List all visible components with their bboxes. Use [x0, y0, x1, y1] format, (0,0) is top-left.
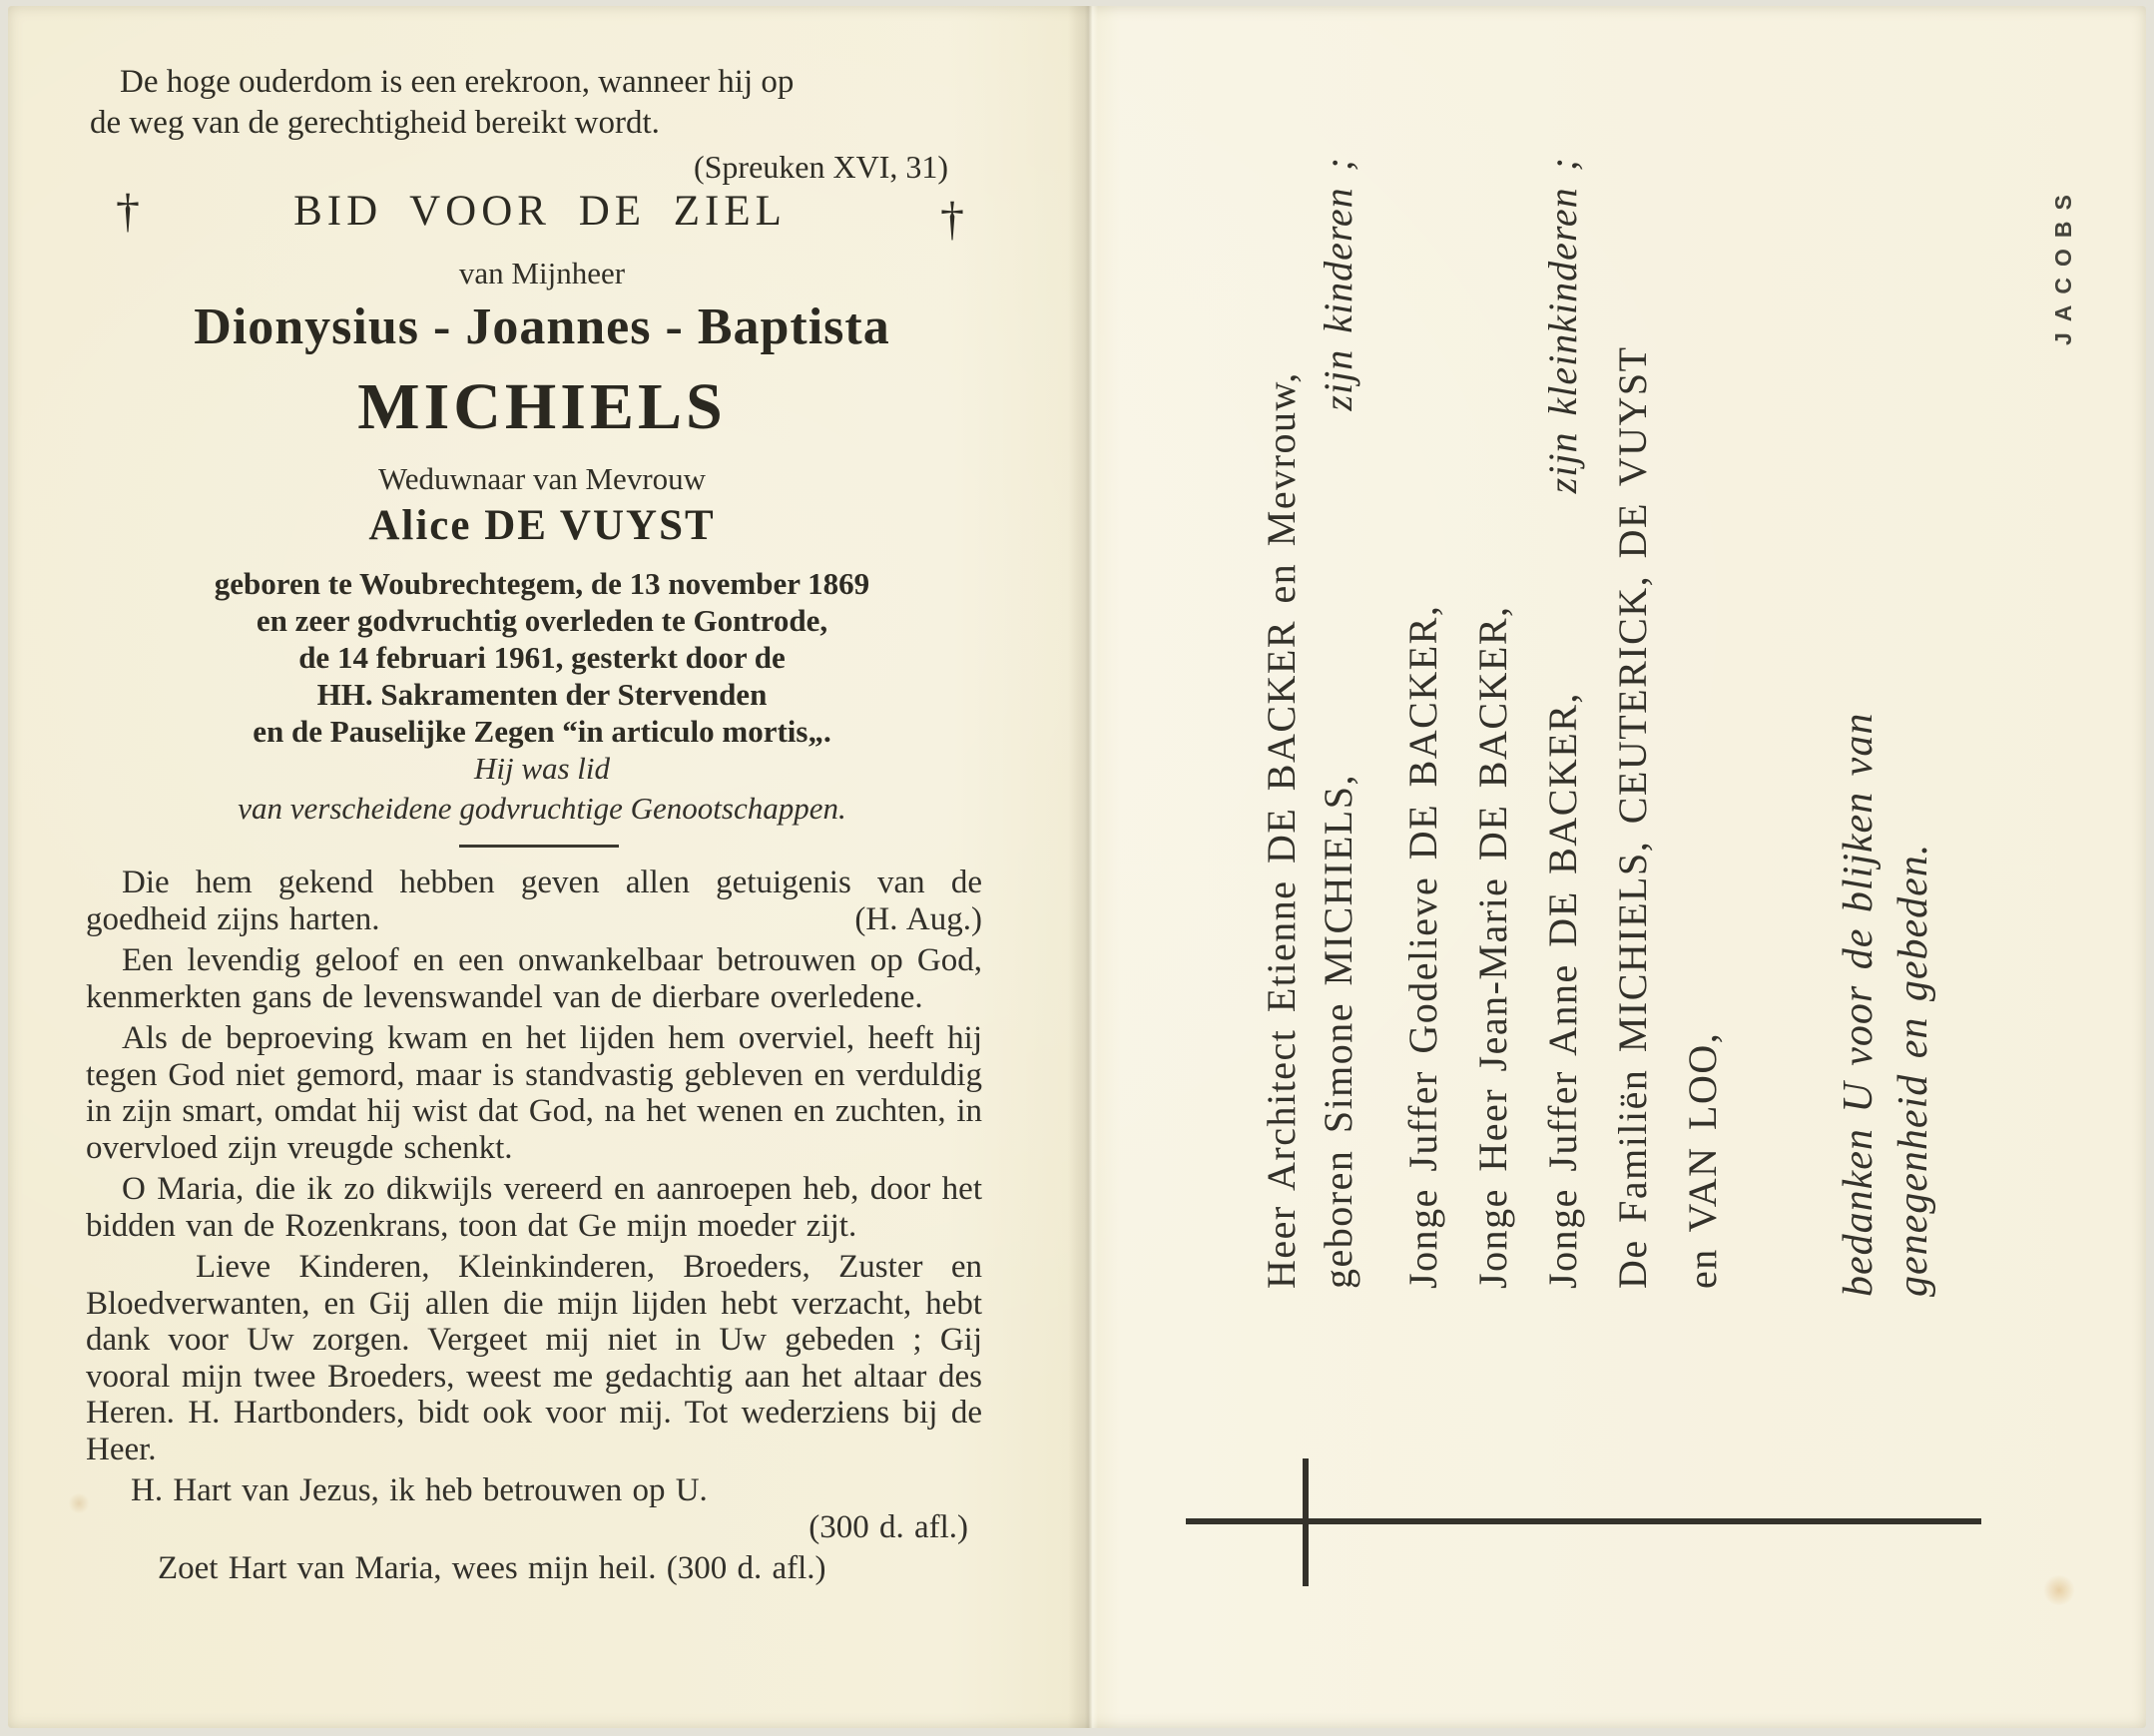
family-line: Jonge Heer Jean-Marie DE BACKER,	[1470, 605, 1515, 1289]
relation-note: zijn kinderen ;	[1316, 157, 1360, 411]
right-page-rotated-text	[1090, 6, 2146, 1728]
latin-cross-icon: †	[940, 193, 964, 246]
paragraph: Zoet Hart van Maria, wees mijn heil. (300 d. afl.)	[158, 1550, 826, 1586]
prayer-card	[8, 6, 2146, 1728]
prayer-text	[86, 865, 982, 1592]
bio-line: HH. Sakramenten der Stervenden	[316, 677, 768, 712]
registration-mark-vertical	[1303, 1458, 1309, 1586]
quote-source: (Spreuken XVI, 31)	[693, 149, 948, 185]
thanks-line-2: genegenheid en gebeden.	[1890, 843, 1936, 1297]
printer-mark: JACOBS	[2050, 184, 2076, 345]
paragraph	[86, 865, 982, 937]
bio-line: en de Pauselijke Zegen “in articulo mortis„.	[253, 714, 831, 749]
bio-line: en zeer godvruchtig overleden te Gontrode,	[256, 603, 828, 638]
page-title: BID VOOR DE ZIEL	[293, 188, 787, 235]
family-line: en VAN LOO,	[1680, 1031, 1725, 1289]
paragraph-text: Die hem gekend hebben geven allen getuigenis van de goedheid zijns harten.	[86, 865, 982, 937]
thanks-line-1: bedanken U voor de blijken van	[1836, 712, 1882, 1297]
paragraph: Een levendig geloof en een onwankelbaar betrouwen op God, kenmerkten gans de levenswandel van de dierbare overledene.	[86, 942, 982, 1015]
widower-line: Weduwnaar van Mevrouw	[377, 461, 707, 496]
spouse-name: Alice DE VUYST	[368, 502, 716, 549]
membership-note	[48, 749, 1036, 829]
family-line-text: geboren Simone MICHIELS,	[1316, 774, 1360, 1289]
bio-line: de 14 februari 1961, gesterkt door de	[298, 640, 786, 675]
membership-line-1: Hij was lid	[473, 751, 611, 786]
paragraph-source: (H. Aug.)	[854, 900, 982, 937]
family-line: Heer Architect Etienne DE BACKER en Mevrouw,	[1259, 371, 1304, 1289]
paragraph: Lieve Kinderen, Kleinkinderen, Broeders, Zuster en Bloedverwanten, en Gij allen die mijn lijden hebt verzacht, hebt dank voor Uw zorgen. Vergeet mij niet in Uw gebeden ; Gij vooral mijn twee Broeders, weest me gedachtig aan het altaar des Heren. H. Hartbonders, bidt ook voor mij. Tot wederziens bij de Heer.	[86, 1249, 982, 1467]
paragraph: Als de beproeving kwam en het lijden hem overviel, heeft hij tegen God niet gemord, maar is standvastig gebleven en verduldig in zijn smart, omdat hij wist dat God, na het wenen en zuchten, in overvloed zijn vreugde schenkt.	[86, 1020, 982, 1166]
indulgence-note: (300 d. afl.)	[808, 1508, 968, 1545]
quote-line-1: De hoge ouderdom is een erekroon, wanneer hij op	[120, 64, 795, 100]
salutation: van Mijnheer	[458, 256, 626, 290]
biography-block	[48, 565, 1036, 750]
family-line: De Familiën MICHIELS, CEUTERICK, DE VUYST	[1610, 345, 1655, 1289]
given-names: Dionysius - Joannes - Baptista	[194, 298, 890, 355]
family-line-text: Jonge Juffer Anne DE BACKER,	[1540, 692, 1585, 1289]
latin-cross-icon: †	[116, 185, 140, 238]
divider-rule	[459, 845, 619, 848]
family-line	[1313, 157, 1364, 1289]
family-line: Jonge Juffer Godelieve DE BACKER,	[1400, 604, 1445, 1289]
quote-line-2: de weg van de gerechtigheid bereikt wordt.	[90, 105, 660, 141]
surname: MICHIELS	[357, 370, 727, 443]
paragraph: O Maria, die ik zo dikwijls vereerd en aanroepen heb, door het bidden van de Rozenkrans, toon dat Ge mijn moeder zijt.	[86, 1171, 982, 1244]
family-line	[1537, 157, 1589, 1289]
membership-line-2: van verscheidene godvruchtige Genootschappen.	[238, 791, 846, 826]
relation-note: zijn kleinkinderen ;	[1540, 157, 1585, 494]
bio-line: geboren te Woubrechtegem, de 13 november 1869	[214, 566, 870, 601]
scripture-quote	[90, 62, 956, 188]
heading-row	[116, 186, 964, 246]
paragraph: H. Hart van Jezus, ik heb betrouwen op U.	[131, 1472, 708, 1508]
